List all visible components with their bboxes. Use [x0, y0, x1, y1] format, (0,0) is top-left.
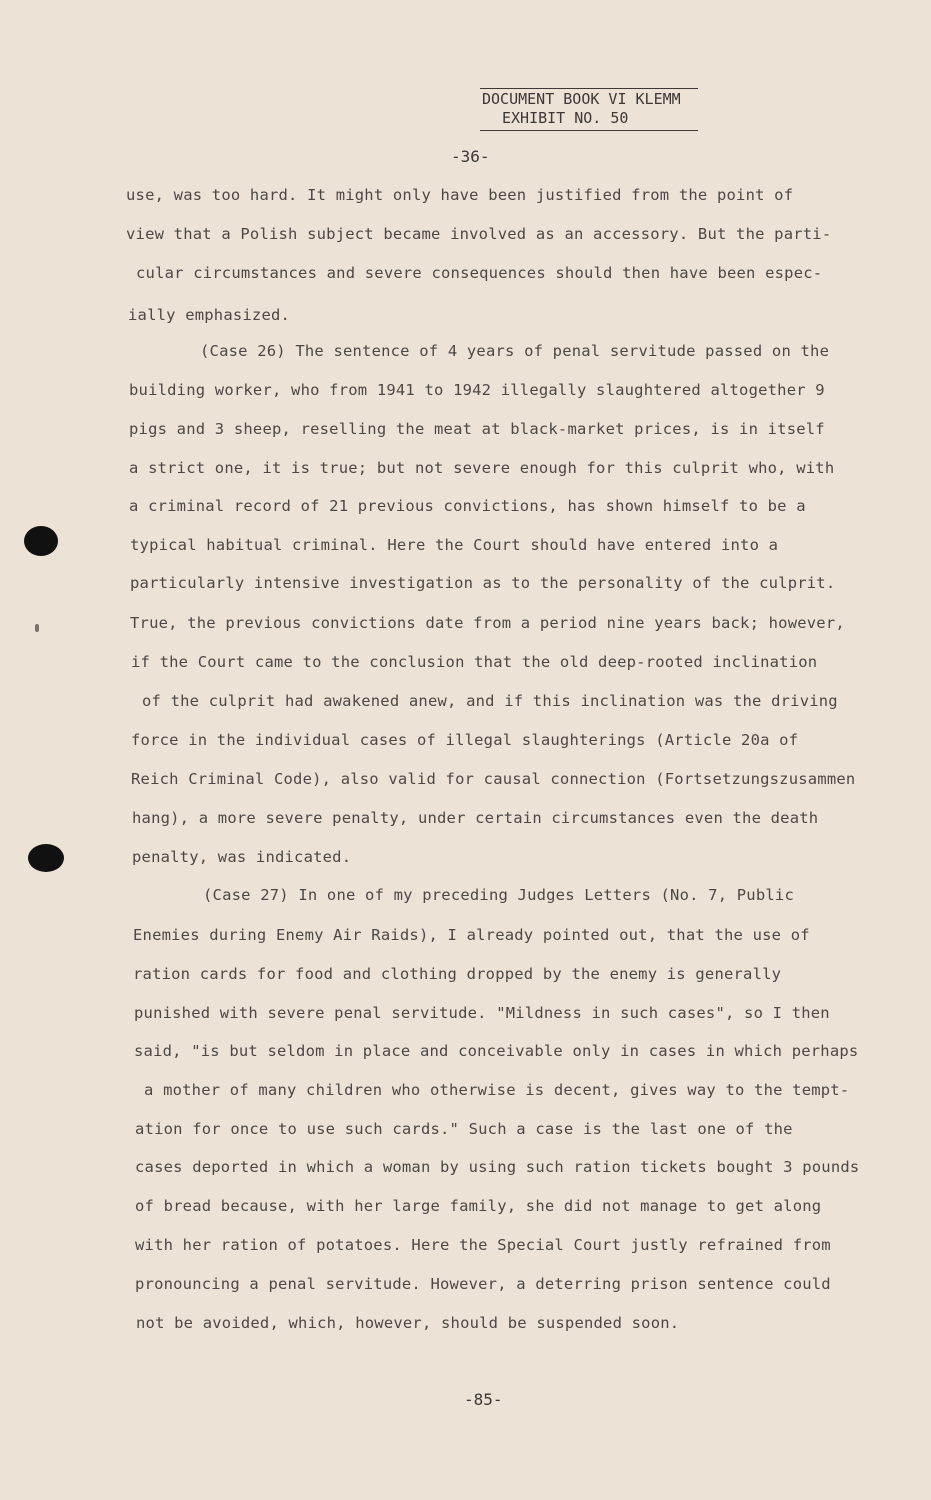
text-line: typical habitual criminal. Here the Court should have entered into a [130, 536, 779, 554]
text-line: not be avoided, which, however, should be suspended soon. [136, 1314, 680, 1332]
text-line: view that a Polish subject became involved as an accessory. But the parti- [126, 225, 832, 243]
document-book-label: DOCUMENT BOOK VI KLEMM [482, 90, 681, 108]
text-line: (Case 26) The sentence of 4 years of penal servitude passed on the [200, 342, 830, 360]
document-header [480, 88, 698, 131]
text-line: said, "is but seldom in place and conceivable only in cases in which perhaps [134, 1042, 859, 1060]
text-line: cases deported in which a woman by using such ration tickets bought 3 pounds [135, 1158, 860, 1176]
text-line: a criminal record of 21 previous convictions, has shown himself to be a [129, 497, 806, 515]
text-line: punished with severe penal servitude. "Mildness in such cases", so I then [134, 1004, 830, 1022]
text-line: of bread because, with her large family, she did not manage to get along [135, 1197, 822, 1215]
margin-mark [35, 624, 39, 632]
text-line: force in the individual cases of illegal slaughterings (Article 20a of [131, 731, 799, 749]
text-line: cular circumstances and severe consequences should then have been espec- [136, 264, 823, 282]
text-line: pigs and 3 sheep, reselling the meat at black-market prices, is in itself [129, 420, 825, 438]
text-line: ration cards for food and clothing dropped by the enemy is generally [133, 965, 782, 983]
text-line: if the Court came to the conclusion that the old deep-rooted inclination [131, 653, 818, 671]
text-line: of the culprit had awakened anew, and if this inclination was the driving [142, 692, 838, 710]
header-top-rule [480, 88, 698, 89]
text-line: penalty, was indicated. [132, 848, 352, 866]
text-line: ially emphasized. [128, 306, 291, 324]
exhibit-number-label: EXHIBIT NO. 50 [480, 109, 698, 131]
text-line: a strict one, it is true; but not severe enough for this culprit who, with [129, 459, 835, 477]
text-line: (Case 27) In one of my preceding Judges Letters (No. 7, Public [203, 886, 794, 904]
text-line: a mother of many children who otherwise is decent, gives way to the tempt- [144, 1081, 850, 1099]
page-number-bottom: -85- [464, 1390, 503, 1409]
text-line: particularly intensive investigation as to the personality of the culprit. [130, 574, 836, 592]
punch-hole [24, 526, 58, 556]
text-line: building worker, who from 1941 to 1942 illegally slaughtered altogether 9 [129, 381, 825, 399]
text-line: ation for once to use such cards." Such a case is the last one of the [135, 1120, 793, 1138]
text-line: hang), a more severe penalty, under certain circumstances even the death [132, 809, 819, 827]
text-line: True, the previous convictions date from a period nine years back; however, [130, 614, 845, 632]
page-number-top: -36- [451, 147, 490, 166]
text-line: use, was too hard. It might only have been justified from the point of [126, 186, 794, 204]
text-line: Enemies during Enemy Air Raids), I already pointed out, that the use of [133, 926, 810, 944]
punch-hole [28, 844, 64, 872]
text-line: with her ration of potatoes. Here the Special Court justly refrained from [135, 1236, 831, 1254]
text-line: pronouncing a penal servitude. However, a deterring prison sentence could [135, 1275, 831, 1293]
text-line: Reich Criminal Code), also valid for causal connection (Fortsetzungszusammen [131, 770, 856, 788]
